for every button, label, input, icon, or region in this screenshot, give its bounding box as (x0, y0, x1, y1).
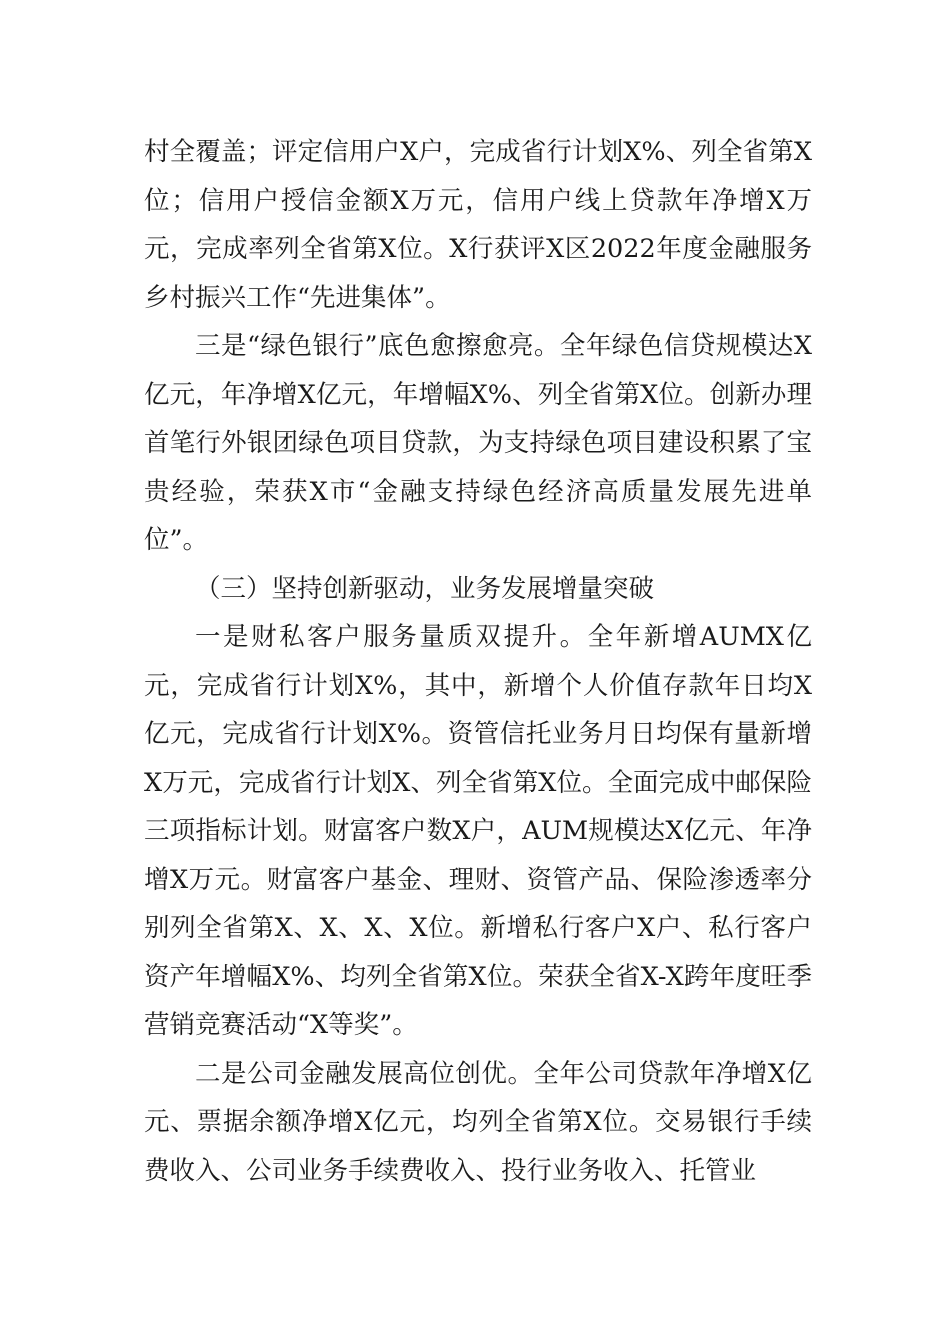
section-heading-innovation: （三）坚持创新驱动，业务发展增量突破 (195, 573, 655, 604)
paragraph-rural-credit: 村全覆盖；评定信用户X户，完成省行计划X%、列全省第X位；信用户授信金额X万元，信用户线上贷款年净增X万元，完成率列全省第X位。X行获评X区2022年度金融服务乡村振兴工作“先进集体”。 (144, 137, 812, 313)
paragraph-wealth-private-clients: 一是财私客户服务量质双提升。全年新增AUMX亿元，完成省行计划X%，其中，新增个人价值存款年日均X亿元，完成省行计划X%。资管信托业务月日均保有量新增X万元，完成省行计划X、列全省第X位。全面完成中邮保险三项指标计划。财富客户数X户，AUM规模达X亿元、年净增X万元。财富客户基金、理财、资管产品、保险渗透率分别列全省第X、X、X、X位。新增私行客户X户、私行客户资产年增幅X%、均列全省第X位。荣获全省X-X跨年度旺季营销竞赛活动“X等奖”。 (144, 622, 812, 1040)
paragraph-corporate-finance: 二是公司金融发展高位创优。全年公司贷款年净增X亿元、票据余额净增X亿元，均列全省第X位。交易银行手续费收入、公司业务手续费收入、投行业务收入、托管业 (144, 1058, 812, 1186)
document-body (144, 128, 812, 1195)
paragraph-green-bank: 三是“绿色银行”底色愈擦愈亮。全年绿色信贷规模达X亿元，年净增X亿元，年增幅X%、列全省第X位。创新办理首笔行外银团绿色项目贷款，为支持绿色项目建设积累了宝贵经验，荣获X市“金融支持绿色经济高质量发展先进单位”。 (144, 331, 812, 555)
